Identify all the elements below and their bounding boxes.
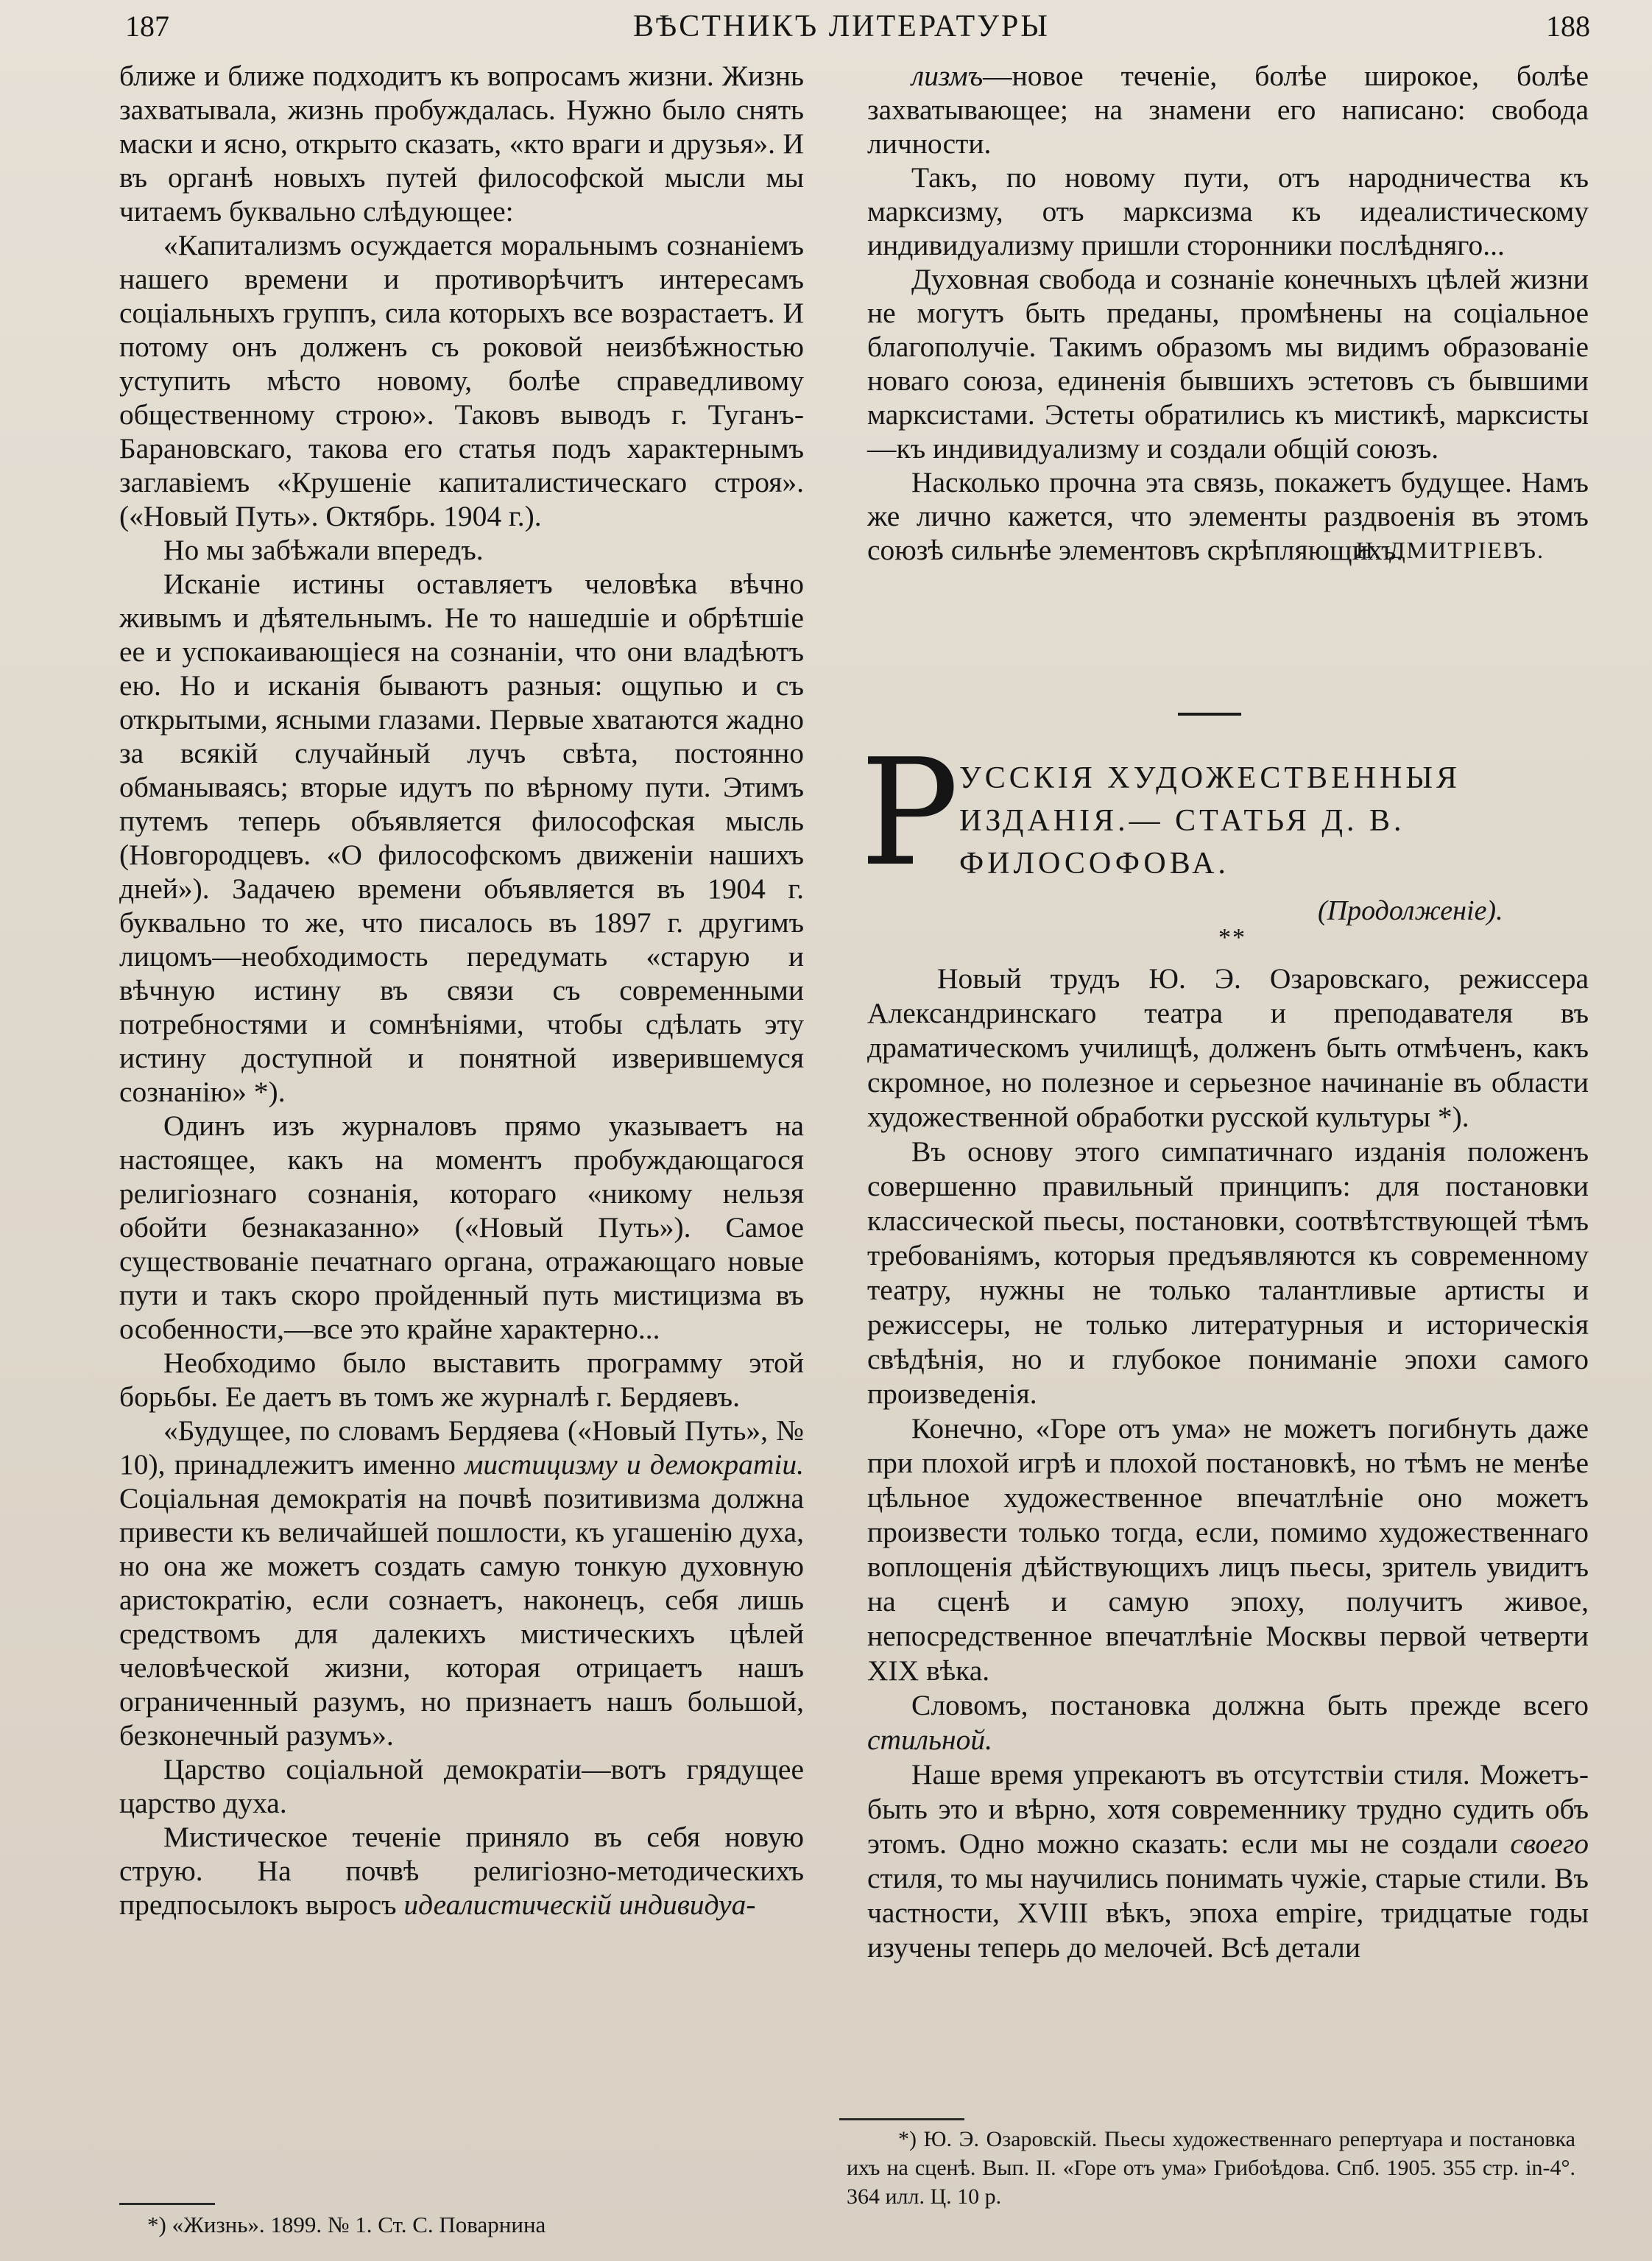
page-number-left: 187 — [125, 10, 169, 43]
article-body — [867, 962, 1589, 1965]
paragraph: Въ основу этого симпатичнаго изданія положенъ совершенно правильный принципъ: для постановки классической пьесы, постановки, соотвѣтствующей тѣмъ требованіямъ, которыя предъявляются къ современному театру, нужны не только талантливые артисты и режиссеры, не только литературныя и историческія свѣдѣнія, но и глубокое пониманіе эпохи самого произведенія. — [867, 1135, 1589, 1410]
paragraph: Царство соціальной демократіи—вотъ грядущее царство духа. — [119, 1753, 804, 1819]
article-heading — [860, 727, 1589, 899]
page-header — [125, 6, 1590, 53]
paragraph: Но мы забѣжали впередъ. — [163, 534, 484, 566]
quote-paragraph: «Капитализмъ осуждается моральнымъ сознаніемъ нашего времени и противорѣчитъ интересамъ соціальныхъ группъ, сила которыхъ все возрастаетъ. И потому онъ долженъ съ роковой неизбѣжностью уступить мѣсто новому, болѣе справедливому общественному строю». Таковъ выводъ г. Туганъ-Барановскаго, такова его статья подъ характернымъ заглавіемъ «Крушеніе капиталистическаго строя». («Новый Путь». Октябрь. 1904 г.). — [119, 229, 804, 532]
paragraph: Одинъ изъ журналовъ прямо указываетъ на настоящее, какъ на моментъ пробуждающагося религіознаго сознанія, котораго «никому нельзя обойти безнаказанно» («Новый Путь»). Самое существованіе печатнаго органа, отражающаго новые пути и такъ скоро пройденный путь мистицизма въ особенности,—все это крайне характерно... — [119, 1110, 804, 1345]
paragraph: Духовная свобода и сознаніе конечныхъ цѣлей жизни не могутъ быть преданы, промѣнены на соціальное благополучіе. Такимъ образомъ мы видимъ образованіе новаго союза, единенія бывшихъ эстетовъ съ бывшими марксистами. Эстеты обратились къ мистикѣ, марксисты—къ индивидуализму и создали общій союзъ. — [867, 263, 1589, 465]
journal-title: ВѢСТНИКЪ ЛИТЕРАТУРЫ — [633, 10, 1050, 43]
quote-paragraph — [119, 1414, 804, 1752]
italic-text: идеалистическій индивидуа- — [403, 1888, 756, 1921]
text-run: Наше время упрекаютъ въ отсутствіи стиля. Можетъ-быть это и вѣрно, хотя современнику трудно судить объ этомъ. Одно можно сказать: если мы не создали — [867, 1758, 1589, 1860]
left-column — [119, 59, 804, 1922]
italic-text: стильной. — [867, 1724, 992, 1756]
text-run: Мистическое теченіе приняло въ себя новую струю. На почвѣ религіозно-методическихъ предпосылокъ выросъ — [119, 1821, 804, 1921]
drop-cap: Р — [860, 727, 959, 899]
italic-text: мистицизму и демократіи. — [465, 1448, 804, 1481]
text-run: Соціальная демократія на почвѣ позитивизма должна привести къ величайшей пошлости, къ угашенію духа, но она же можетъ создать самую тонкую духовную аристократію, если сознаетъ, наконецъ, себя лишь средствомъ для далекихъ мистическихъ цѣлей человѣческой жизни, которая отрицаетъ нашъ ограниченный разумъ, но признаетъ нашъ большой, безконечный разумъ». — [119, 1482, 804, 1752]
footnote-right: *) Ю. Э. Озаровскій. Пьесы художественнаго репертуара и постановка ихъ на сценѣ. Вып. II. «Горе отъ ума» Грибоѣдова. Спб. 1905. 355 стр. in-4°. 364 илл. Ц. 10 р. — [847, 2127, 1575, 2209]
paragraph: Конечно, «Горе отъ ума» не можетъ погибнуть даже при плохой игрѣ и плохой постановкѣ, но тѣмъ не менѣе цѣльное художественное впечатлѣніе оно можетъ произвести только тогда, если, помимо художественнаго воплощенія дѣйствующихъ лицъ пьесы, зритель увидитъ на сценѣ и самую эпоху, получитъ живое, непосредственное впечатлѣніе Москвы первой четверти XIX вѣка. — [867, 1412, 1589, 1687]
italic-text: лизмъ — [911, 60, 984, 92]
text-run: Словомъ, постановка должна быть прежде всего — [911, 1689, 1589, 1721]
continuation-note: (Продолженіе). — [1318, 895, 1503, 926]
paragraph — [867, 59, 1589, 161]
italic-text: своего — [1510, 1827, 1589, 1860]
text-run: «Будущее, по словамъ Бердяева («Новый Путь», № 10), принадлежитъ именно — [119, 1414, 804, 1481]
text-run: стиля, то мы научились понимать чужіе, старые стили. Въ частности, XVIII вѣкъ, эпоха empire, тридцатые годы изучены теперь до мелочей. Всѣ детали — [867, 1862, 1589, 1964]
right-column-top — [867, 59, 1589, 567]
footnote-left: *) «Жизнь». 1899. № 1. Ст. С. Поварнина — [147, 2212, 546, 2237]
paragraph: Такъ, по новому пути, отъ народничества къ марксизму, отъ марксизма къ идеалистическому индивидуализму пришли сторонники послѣдняго... — [867, 161, 1589, 261]
paragraph — [119, 1820, 804, 1922]
section-stars: ** — [1218, 924, 1246, 951]
section-divider — [1178, 713, 1241, 716]
paragraph: Необходимо было выставить программу этой борьбы. Ее даетъ въ томъ же журналѣ г. Бердяевъ. — [119, 1347, 804, 1413]
paragraph: Новый трудъ Ю. Э. Озаровскаго, режиссера Александринскаго театра и преподавателя въ драматическомъ училищѣ, долженъ быть отмѣченъ, какъ скромное, но полезное и серьезное начинаніе въ области художественной обработки русской культуры *). — [867, 962, 1589, 1133]
paragraph: Исканіе истины оставляетъ человѣка вѣчно живымъ и дѣятельнымъ. Не то нашедшіе и обрѣтшіе ее и успокаивающіеся на сознаніи, что они владѣютъ ею. Но и исканія бываютъ разныя: ощупью и съ открытыми, ясными глазами. Первые хватаются жадно за всякій случайный лучъ свѣта, постоянно обманываясь; вторые идутъ по вѣрному пути. Этимъ путемъ теперь объявляется философская мысль (Новгородцевъ. «О философскомъ движеніи нашихъ дней»). Задачею времени объявляется въ 1904 г. буквально то же, что писалось въ 1897 г. другимъ лицомъ—необходимость передумать «старую и вѣчную истину въ связи съ современными потребностями и сомнѣніями, чтобы сдѣлать эту истину доступной и понятной изверившемуся сознанію» *). — [119, 568, 804, 1108]
paragraph: ближе и ближе подходитъ къ вопросамъ жизни. Жизнь захватывала, жизнь пробуждалась. Нужно было снять маски и ясно, открыто сказать, «кто враги и друзья». И въ органѣ новыхъ путей философской мысли мы читаемъ буквально слѣдующее: — [119, 60, 804, 227]
paragraph: Насколько прочна эта связь, покажетъ будущее. Намъ же лично кажется, что элементы раздвоенія въ этомъ союзѣ сильнѣе элементовъ скрѣпляющихъ. — [867, 466, 1589, 566]
paragraph — [867, 1688, 1589, 1757]
footnote-rule — [119, 2203, 215, 2205]
footnote-rule — [839, 2118, 964, 2120]
text-run: —новое теченіе, болѣе широкое, болѣе захватывающее; на знамени его написано: свобода личности. — [867, 60, 1589, 160]
author-signature: Н. ДМИТРІЕВЪ. — [1355, 537, 1545, 563]
page-number-right: 188 — [1546, 10, 1590, 43]
article-title: УССКІЯ ХУДОЖЕСТВЕННЫЯ ИЗДАНІЯ.— СТАТЬЯ Д. В. ФИЛОСОФОВА. — [959, 761, 1461, 881]
paragraph — [867, 1757, 1589, 1965]
